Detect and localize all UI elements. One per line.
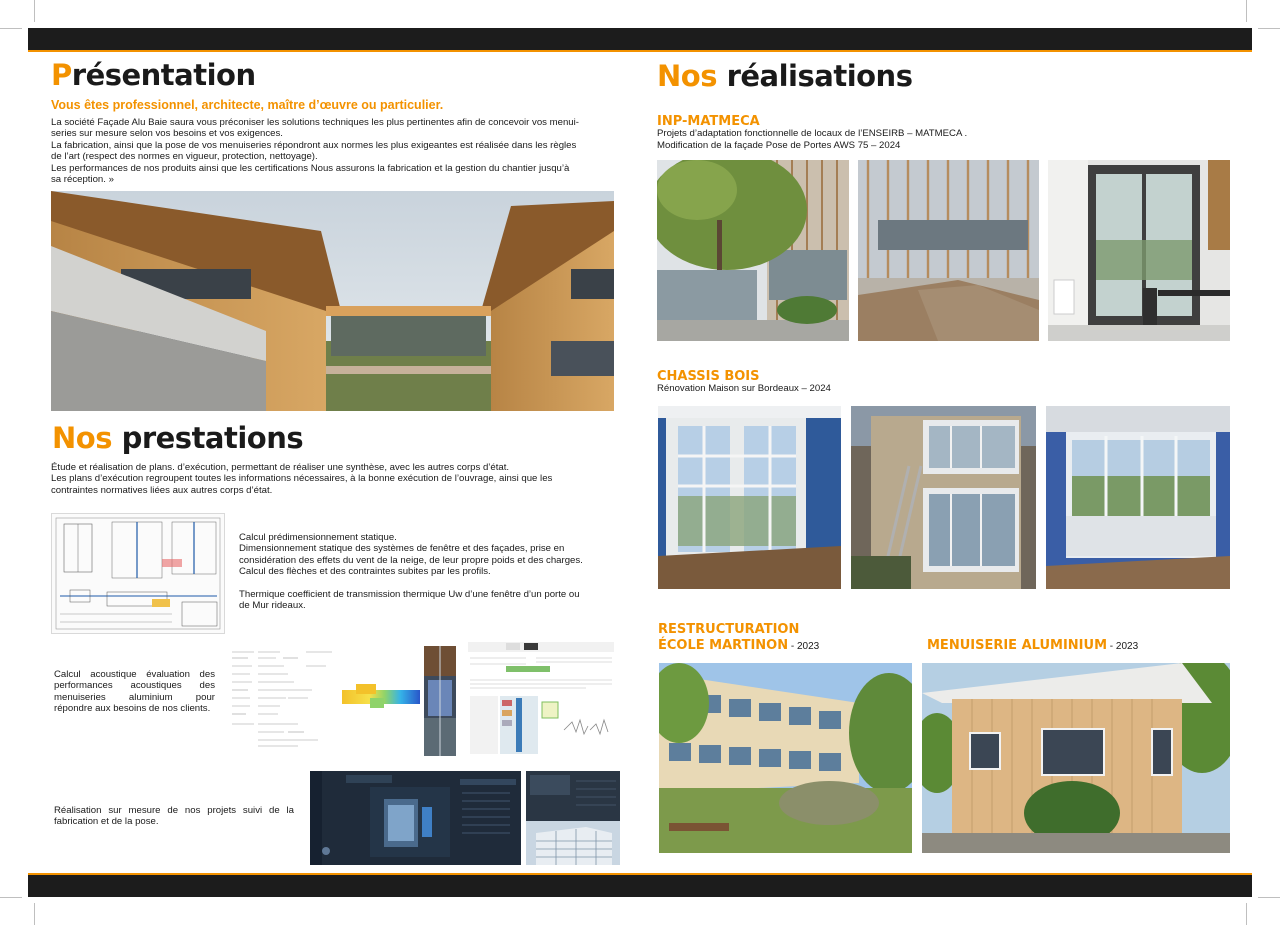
project-description-line: Projets d’adaptation fonctionnelle de locaux de l’ENSEIRB – MATMECA .: [657, 128, 968, 139]
crop-mark: [0, 28, 22, 29]
calculation-line: [239, 578, 614, 589]
building-render-image: [526, 771, 620, 865]
bottom-bar: [28, 875, 1252, 897]
crop-mark: [0, 897, 22, 898]
project-photo: [922, 663, 1230, 853]
crop-mark: [34, 0, 35, 22]
prestations-intro: [51, 462, 614, 496]
prestations-title-rest: prestations: [121, 421, 304, 455]
presentation-line: La société Façade Alu Baie saura vous préconiser les solutions techniques les plus pertinentes afin de concevoir vos menui-: [51, 117, 579, 128]
calculation-line: Dimensionnement statique des systèmes de fenêtre et des façades, prise en: [239, 543, 565, 555]
project-photo: [858, 160, 1039, 341]
calculation-line: Calcul prédimensionnement statique.: [239, 532, 397, 543]
project-title: [927, 638, 1138, 655]
top-bar-accent: [28, 50, 1252, 52]
project-photo: [1048, 160, 1230, 341]
crop-mark: [1246, 0, 1247, 22]
project-description-line: Modification de la façade Pose de Portes AWS 75 – 2024: [657, 139, 901, 151]
presentation-line: La fabrication, ainsi que la pose de vos menuiseries répondront aux normes les plus exigeantes est réalisée dans les règles: [51, 139, 577, 151]
project-year: - 2023: [1107, 641, 1139, 652]
custom-production-text: Réalisation sur mesure de nos projets suivi de la fabrication et de la pose.: [54, 805, 294, 828]
project-description: [657, 128, 1217, 151]
software-screenshot-image: [310, 771, 521, 865]
project-description: [657, 383, 1217, 395]
realisations-title-rest: réalisations: [726, 59, 913, 93]
project-photo: [851, 406, 1036, 589]
calculation-line: Calcul des flèches et des contraintes subites par les profils.: [239, 566, 491, 578]
project-year: - 2023: [788, 641, 820, 652]
project-title: [658, 622, 819, 655]
crop-mark: [34, 903, 35, 925]
acoustic-text: Calcul acoustique évaluation des performances acoustiques des menuiseries aluminium pour répondre aux besoins de nos clients.: [54, 669, 215, 715]
calculation-line: considération des effets du vent de la neige, de leur propre poids et des charges.: [239, 554, 583, 566]
presentation-title: [51, 58, 256, 92]
facade-photo-strip: [424, 646, 456, 756]
prestations-line: Étude et réalisation de plans. d’exécution, permettant de réaliser une synthèse, avec les autres corps d’état.: [51, 462, 510, 473]
presentation-title-initial: P: [51, 58, 72, 92]
presentation-title-rest: résentation: [71, 58, 256, 92]
project-title-text: MENUISERIE ALUMINIUM: [927, 638, 1108, 653]
project-photo: [658, 406, 841, 589]
crop-mark: [1258, 897, 1280, 898]
project-description-line: Rénovation Maison sur Bordeaux – 2024: [657, 383, 831, 394]
project-title-line: RESTRUCTURATION: [658, 622, 800, 637]
presentation-line: Les performances de nos produits ainsi que les certifications Nous assurons la fabrication et la gestion du chantier jusqu’à: [51, 162, 570, 174]
realisations-title: [657, 59, 912, 93]
technical-drawing-image: [51, 513, 225, 634]
top-bar: [28, 28, 1252, 50]
acoustic-software-image: [466, 640, 616, 756]
thermal-simulation-image: [342, 684, 420, 710]
presentation-line: series sur mesure selon vos besoins et vos exigences.: [51, 128, 283, 140]
project-title: CHASSIS BOIS: [657, 369, 760, 384]
prestations-line: Les plans d’exécution regroupent toutes les informations nécessaires, à la bonne exécution de l’ouvrage, ainsi que les: [51, 473, 553, 485]
calculation-text: [239, 532, 614, 612]
project-photo: [657, 160, 849, 341]
presentation-line: de l’art (respect des normes en vigueur, protection, nettoyage).: [51, 151, 318, 163]
prestations-title: [52, 421, 303, 455]
building-photo: [51, 191, 614, 411]
project-photo: [659, 663, 912, 853]
project-title: INP-MATMECA: [657, 114, 760, 129]
project-title-line-text: ÉCOLE MARTINON: [658, 638, 789, 653]
realisations-title-accent: Nos: [657, 59, 717, 93]
presentation-line: sa réception. »: [51, 174, 114, 186]
prestations-line: contraintes normatives liées aux autres corps d’état.: [51, 484, 273, 496]
prestations-title-accent: Nos: [52, 421, 112, 455]
calculation-line: de Mur rideaux.: [239, 600, 306, 612]
calculation-line: Thermique coefficient de transmission thermique Uw d’une fenêtre d’un porte ou: [239, 589, 580, 601]
project-title-line: [658, 638, 819, 655]
presentation-subtitle: Vous êtes professionnel, architecte, maître d’œuvre ou particulier.: [51, 98, 444, 112]
presentation-paragraph: [51, 117, 616, 185]
crop-mark: [1246, 903, 1247, 925]
project-photo: [1046, 406, 1230, 589]
spec-table-image: [228, 646, 338, 756]
crop-mark: [1258, 28, 1280, 29]
